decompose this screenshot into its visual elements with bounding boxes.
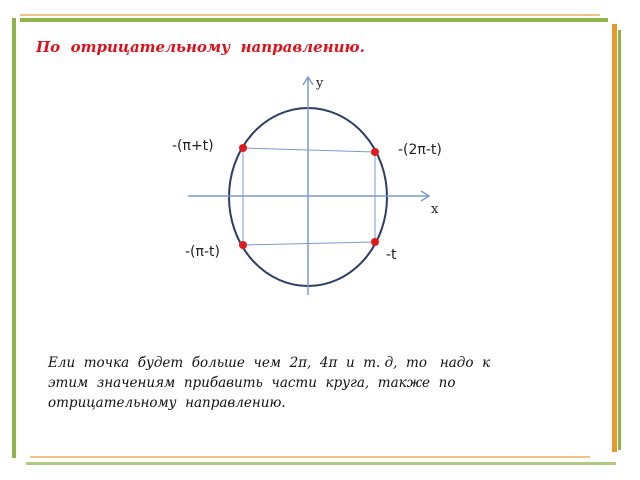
y-axis-label: y <box>316 76 324 91</box>
explanation-line: Ели точка будет больше чем 2π, 4π и т. д, то надо к <box>48 355 491 371</box>
label-bottom-left: -(π-t) <box>185 244 220 260</box>
point-bottom-right <box>371 238 379 246</box>
projection-line-top <box>243 148 375 152</box>
explanation-line: отрицательному направлению. <box>48 395 286 411</box>
explanation-text <box>48 353 568 413</box>
explanation-line: этим значениям прибавить части круга, также по <box>48 375 456 391</box>
label-bottom-right: -t <box>386 247 397 263</box>
label-top-left: -(π+t) <box>172 138 214 154</box>
projection-line-bottom <box>243 242 375 245</box>
page-title: По отрицательному направлению. <box>36 38 365 56</box>
point-top-right <box>371 148 379 156</box>
x-axis-label: x <box>431 202 439 217</box>
label-top-right: -(2π-t) <box>398 142 442 158</box>
point-bottom-left <box>239 241 247 249</box>
point-top-left <box>239 144 247 152</box>
